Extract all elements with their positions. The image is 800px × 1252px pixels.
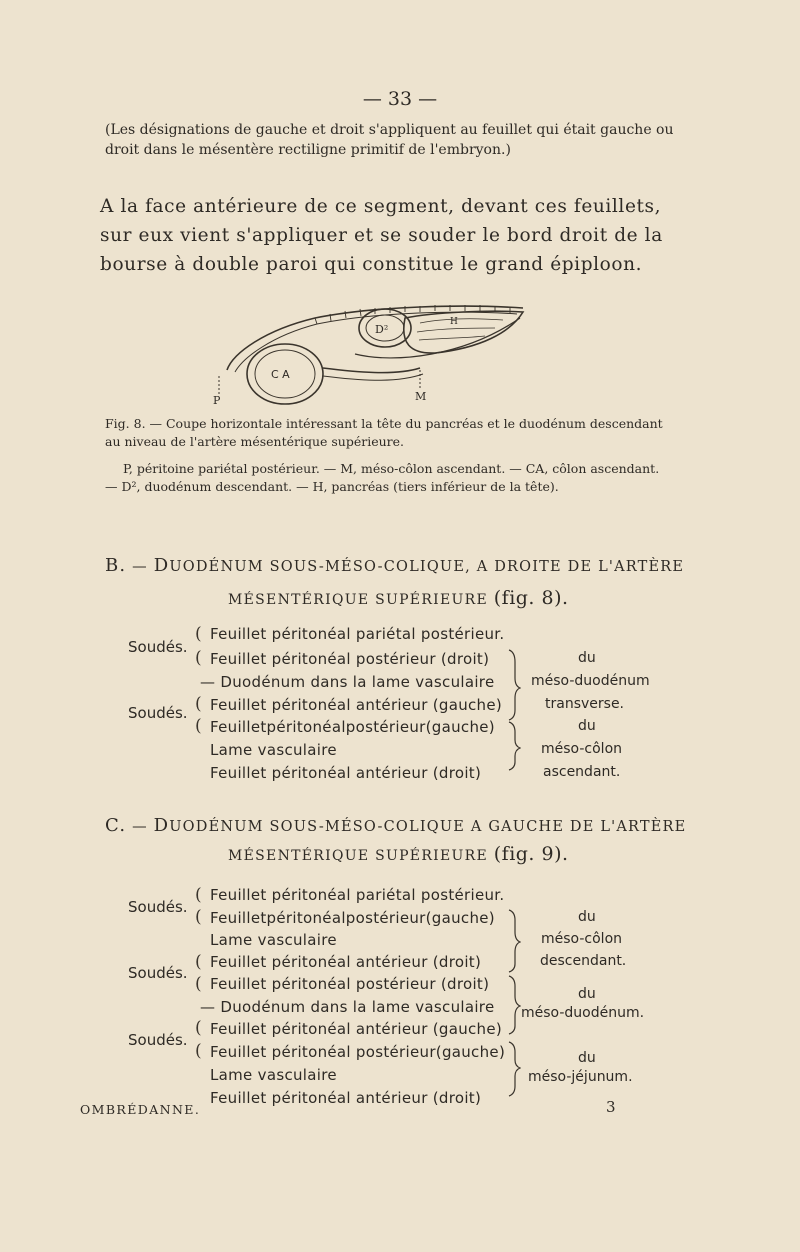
- section-b-title-line2: MÉSENTÉRIQUE SUPÉRIEURE: [228, 592, 488, 608]
- page-number: — 33 —: [362, 88, 438, 110]
- pancreas-outline: [404, 311, 523, 353]
- section-b-note-1: du: [578, 650, 596, 666]
- section-c-line-5: Feuillet péritonéal postérieur (droit): [210, 975, 490, 993]
- section-b-line-3: — Duodénum dans la lame vasculaire: [200, 673, 495, 691]
- section-c-title-cap: D: [153, 815, 170, 836]
- section-c-note-2: méso-côlon: [541, 931, 623, 947]
- section-c-title-rest: UODÉNUM SOUS-MÉSO-COLIQUE A GAUCHE DE L'ARTÈRE: [169, 819, 687, 835]
- label-ca: C A: [271, 368, 290, 381]
- section-c-line-10: Feuillet péritonéal antérieur (droit): [210, 1089, 482, 1107]
- section-c-heading: [105, 815, 686, 836]
- section-c-line-7: Feuillet péritonéal antérieur (gauche): [210, 1020, 503, 1038]
- brace-top-icon: (: [195, 624, 202, 644]
- label-d2: D²: [375, 323, 389, 336]
- section-c-note-1: du: [578, 909, 596, 925]
- section-b-title-cap: D: [153, 555, 170, 576]
- section-b-note-3: transverse.: [545, 696, 625, 712]
- figure-legend: P, péritoine pariétal postérieur. — M, méso-côlon ascendant. — CA, côlon ascendant. — D², duodénum descendant. — H, pancréas (tiers inférieur de la tête).: [105, 461, 660, 494]
- section-c-soudes-3: Soudés.: [128, 1031, 188, 1049]
- section-c-line-1: Feuillet péritonéal pariétal postérieur.: [210, 886, 505, 904]
- label-h: H: [450, 317, 458, 327]
- section-b-line-6: Lame vasculaire: [210, 741, 337, 759]
- section-b-line-4: Feuillet péritonéal antérieur (gauche): [210, 696, 503, 714]
- section-c-letter: C.: [105, 815, 127, 836]
- brace-top-icon: (: [195, 885, 202, 905]
- section-b-soudes-2: Soudés.: [128, 704, 188, 722]
- section-c-line-4: Feuillet péritonéal antérieur (droit): [210, 953, 482, 971]
- section-c-note-7: méso-jéjunum.: [528, 1069, 633, 1085]
- section-c-line-3: Lame vasculaire: [210, 931, 337, 949]
- figure-caption: Fig. 8. — Coupe horizontale intéressant la tête du pancréas et le duodénum descendant au niveau de l'artère mésentérique supérieure.: [105, 416, 663, 449]
- section-b-line-7: Feuillet péritonéal antérieur (droit): [210, 764, 482, 782]
- brace-top-icon: (: [195, 952, 202, 972]
- section-b-note-2: méso-duodénum: [531, 673, 650, 689]
- intro-note: (Les désignations de gauche et droit s'appliquent au feuillet qui était gauche ou droit dans le mésentère rectiligne primitif de l'embryon.): [105, 122, 674, 158]
- brace-bottom-icon: (: [195, 1041, 202, 1061]
- brace-top-icon: (: [195, 694, 202, 714]
- label-p: P: [213, 394, 221, 407]
- section-c-soudes-1: Soudés.: [128, 898, 188, 916]
- section-c-note-3: descendant.: [540, 953, 627, 969]
- section-c-line-6: — Duodénum dans la lame vasculaire: [200, 998, 495, 1016]
- brace-bottom-icon: (: [195, 648, 202, 668]
- section-b-line-1: Feuillet péritonéal pariétal postérieur.: [210, 625, 505, 643]
- section-c-right-braces: [505, 908, 521, 1104]
- section-c-heading-line2: [228, 843, 569, 865]
- section-c-line-8: Feuillet péritonéal postérieur(gauche): [210, 1043, 506, 1061]
- section-b-note-5: méso-côlon: [541, 741, 623, 757]
- brace-bottom-icon: (: [195, 974, 202, 994]
- section-c-fig-ref: (fig. 9).: [493, 843, 569, 865]
- section-c-note-6: du: [578, 1050, 596, 1066]
- section-b-title-rest: UODÉNUM SOUS-MÉSO-COLIQUE, A DROITE DE L'ARTÈRE: [169, 559, 685, 575]
- section-c-note-4: du: [578, 986, 596, 1002]
- section-c-line-9: Lame vasculaire: [210, 1066, 337, 1084]
- section-c-note-5: méso-duodénum.: [521, 1005, 645, 1021]
- section-b-dash: —: [132, 559, 148, 575]
- anatomical-figure: [205, 298, 565, 410]
- section-b-letter: B.: [105, 555, 127, 576]
- brace-bottom-icon: (: [195, 907, 202, 927]
- section-b-heading-line2: [228, 587, 569, 609]
- label-m: M: [415, 390, 427, 403]
- section-b-note-6: ascendant.: [543, 764, 621, 780]
- section-c-line-2: Feuilletpéritonéalpostérieur(gauche): [210, 909, 495, 927]
- section-b-heading: [105, 555, 684, 576]
- section-b-soudes-1: Soudés.: [128, 638, 188, 656]
- footer-author: OMBRÉDANNE.: [80, 1102, 201, 1117]
- section-c-dash: —: [132, 819, 148, 835]
- section-b-note-4: du: [578, 718, 596, 734]
- brace-bottom-icon: (: [195, 716, 202, 736]
- section-b-line-5: Feuilletpéritonéalpostérieur(gauche): [210, 718, 495, 736]
- section-b-fig-ref: (fig. 8).: [493, 587, 569, 609]
- section-b-right-braces: [505, 648, 521, 772]
- footer-sheet-number: 3: [606, 1098, 616, 1116]
- main-paragraph: A la face antérieure de ce segment, devant ces feuillets, sur eux vient s'appliquer et se souder le bord droit de la bourse à double paroi qui constitue le grand épiploon.: [100, 196, 663, 275]
- section-c-soudes-2: Soudés.: [128, 964, 188, 982]
- brace-top-icon: (: [195, 1018, 202, 1038]
- section-c-title-line2: MÉSENTÉRIQUE SUPÉRIEURE: [228, 848, 488, 864]
- section-b-line-2: Feuillet péritonéal postérieur (droit): [210, 650, 490, 668]
